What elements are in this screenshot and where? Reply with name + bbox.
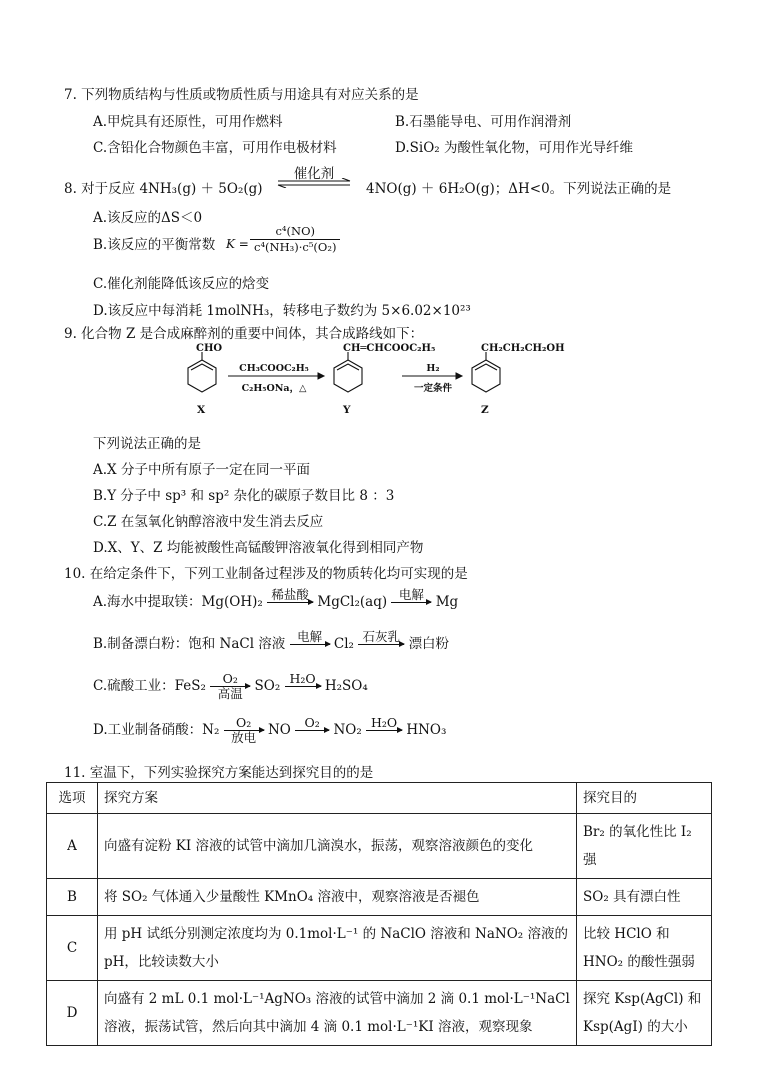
row-goal: SO₂ 具有漂白性 — [577, 879, 712, 916]
row-plan: 用 pH 试纸分别测定浓度均为 0.1mol·L⁻¹ 的 NaClO 溶液和 NaNO₂ 溶液的 pH，比较读数大小 — [98, 916, 577, 981]
row-goal: Br₂ 的氧化性比 I₂ 强 — [577, 814, 712, 879]
q10-stem: 10. 在给定条件下，下列工业制备过程涉及的物质转化均可实现的是 — [64, 566, 468, 582]
table-row — [47, 879, 712, 916]
compound-z-label: Z — [481, 404, 489, 416]
q10-option-a — [93, 588, 458, 617]
q10c-mid: SO₂ — [254, 678, 281, 694]
q8-option-c: C.催化剂能降低该反应的焓变 — [93, 276, 270, 292]
compound-y-label: Y — [343, 404, 351, 416]
q10c-arrow-1 — [210, 672, 250, 701]
equilibrium-constant-fraction — [250, 224, 340, 255]
benzene-ring-x — [188, 352, 216, 392]
q10d-arrow-3-label: H₂O — [370, 715, 398, 730]
table-row — [47, 916, 712, 981]
row-goal: 比较 HClO 和 HNO₂ 的酸性强弱 — [577, 916, 712, 981]
q10a-arrow-1 — [267, 588, 313, 617]
reversible-arrow-icon — [276, 178, 352, 188]
y-substituent: CH═CHCOOC₂H₅ — [343, 343, 436, 354]
k-denominator: c⁴(NH₃)·c⁵(O₂) — [254, 240, 337, 254]
q10b-end: 漂白粉 — [408, 636, 450, 652]
q10c-prefix: C.硫酸工业：FeS₂ — [93, 678, 206, 694]
row-goal: 探究 Ksp(AgCl) 和 Ksp(AgI) 的大小 — [577, 981, 712, 1046]
table-row — [47, 814, 712, 879]
q9-stem: 9. 化合物 Z 是合成麻醉剂的重要中间体，其合成路线如下： — [64, 326, 424, 342]
header-option: 选项 — [47, 783, 98, 814]
q10a-mid: MgCl₂(aq) — [317, 594, 388, 610]
q10d-arrow-1 — [224, 716, 264, 745]
q10b-prefix: B.制备漂白粉：饱和 NaCl 溶液 — [93, 636, 286, 652]
q8-catalyst-label: 催化剂 — [293, 166, 335, 182]
q7-option-b: B.石墨能导电、可用作润滑剂 — [395, 114, 572, 130]
row-option: C — [47, 916, 98, 981]
q10b-arrow-2-label: 石灰乳 — [362, 629, 401, 644]
q7-stem: 7. 下列物质结构与性质或物质性质与用途具有对应关系的是 — [64, 87, 419, 103]
q10a-arrow-2 — [391, 588, 431, 617]
q10b-arrow-1 — [290, 630, 330, 659]
row-option: A — [47, 814, 98, 879]
benzene-ring-y — [334, 352, 362, 392]
step2-reagent: H₂ — [426, 363, 440, 374]
header-plan: 探究方案 — [98, 783, 577, 814]
q9-option-a: A.X 分子中所有原子一定在同一平面 — [93, 462, 310, 478]
compound-x-label: X — [197, 404, 206, 416]
q10d-arrow-3 — [366, 716, 402, 745]
q8-option-d: D.该反应中每消耗 1molNH₃，转移电子数约为 5×6.02×10²³ — [93, 303, 471, 319]
q10d-mid-1: NO — [267, 722, 291, 738]
q11-stem: 11. 室温下，下列实验探究方案能达到探究目的的是 — [64, 765, 374, 781]
q10d-arrow-2-label: O₂ — [304, 715, 320, 730]
q7-option-a: A.甲烷具有还原性，可用作燃料 — [93, 114, 283, 130]
q8-option-b-prefix: B.该反应的平衡常数 — [93, 237, 216, 253]
q10d-arrow-2 — [295, 716, 329, 745]
q10-option-d — [93, 716, 446, 745]
row-plan: 向盛有淀粉 KI 溶液的试管中滴加几滴溴水，振荡，观察溶液颜色的变化 — [98, 814, 577, 879]
benzene-ring-z — [472, 352, 500, 392]
row-plan: 将 SO₂ 气体通入少量酸性 KMnO₄ 溶液中，观察溶液是否褪色 — [98, 879, 577, 916]
q7-option-d: D.SiO₂ 为酸性氧化物，可用作光导纤维 — [395, 140, 633, 156]
q10c-arrow-1-bottom: 高温 — [217, 686, 243, 701]
q8-stem-suffix: 4NO(g) ＋ 6H₂O(g)；ΔH<0。下列说法正确的是 — [366, 181, 672, 197]
experiment-table — [46, 782, 712, 1046]
x-substituent: CHO — [196, 343, 223, 354]
q10a-arrow-1-label: 稀盐酸 — [271, 587, 309, 602]
q10-option-b — [93, 630, 449, 659]
q10b-mid: Cl₂ — [333, 636, 354, 652]
step1-condition: C₂H₅ONa，△ — [241, 383, 307, 394]
q8-stem-prefix: 8. 对于反应 4NH₃(g) ＋ 5O₂(g) — [64, 181, 263, 197]
table-header-row — [47, 783, 712, 814]
q10c-arrow-1-top: O₂ — [222, 671, 238, 686]
k-numerator: c⁴(NO) — [250, 224, 340, 240]
step2-condition: 一定条件 — [413, 383, 452, 394]
q10b-arrow-1-label: 电解 — [297, 629, 323, 644]
row-option: B — [47, 879, 98, 916]
row-plan: 向盛有 2 mL 0.1 mol·L⁻¹AgNO₃ 溶液的试管中滴加 2 滴 0.1 mol·L⁻¹NaCl 溶液，振荡试管，然后向其中滴加 4 滴 0.1 mol·L⁻¹KI 溶液，观察现象 — [98, 981, 577, 1046]
q10d-prefix: D.工业制备硝酸：N₂ — [93, 722, 220, 738]
q9-option-c: C.Z 在氢氧化钠醇溶液中发生消去反应 — [93, 514, 324, 530]
step1-reagent: CH₃COOC₂H₅ — [239, 363, 309, 374]
q10c-end: H₂SO₄ — [324, 678, 368, 694]
q10b-arrow-2 — [358, 630, 404, 659]
k-symbol: K = — [226, 237, 249, 251]
table-row — [47, 981, 712, 1046]
q10a-prefix: A.海水中提取镁：Mg(OH)₂ — [93, 594, 263, 610]
q9-option-d: D.X、Y、Z 均能被酸性高锰酸钾溶液氧化得到相同产物 — [93, 540, 424, 556]
z-substituent: CH₂CH₂CH₂OH — [481, 343, 565, 354]
q9-option-b: B.Y 分子中 sp³ 和 sp² 杂化的碳原子数目比 8 ：3 — [93, 488, 395, 504]
q7-option-c: C.含铅化合物颜色丰富，可用作电极材料 — [93, 140, 337, 156]
q10c-arrow-2-label: H₂O — [289, 671, 316, 686]
row-option: D — [47, 981, 98, 1046]
q10-option-c — [93, 672, 368, 701]
q10a-end: Mg — [435, 594, 459, 610]
header-goal: 探究目的 — [577, 783, 712, 814]
q8-option-a: A.该反应的ΔS＜0 — [93, 210, 203, 226]
q9-subtitle: 下列说法正确的是 — [93, 436, 201, 452]
q10d-arrow-1-bottom: 放电 — [231, 730, 257, 745]
q10d-mid-2: NO₂ — [333, 722, 362, 738]
q10c-arrow-2 — [285, 672, 321, 701]
q10a-arrow-2-label: 电解 — [398, 587, 424, 602]
q10d-end: HNO₃ — [406, 722, 447, 738]
q10d-arrow-1-top: O₂ — [236, 715, 252, 730]
